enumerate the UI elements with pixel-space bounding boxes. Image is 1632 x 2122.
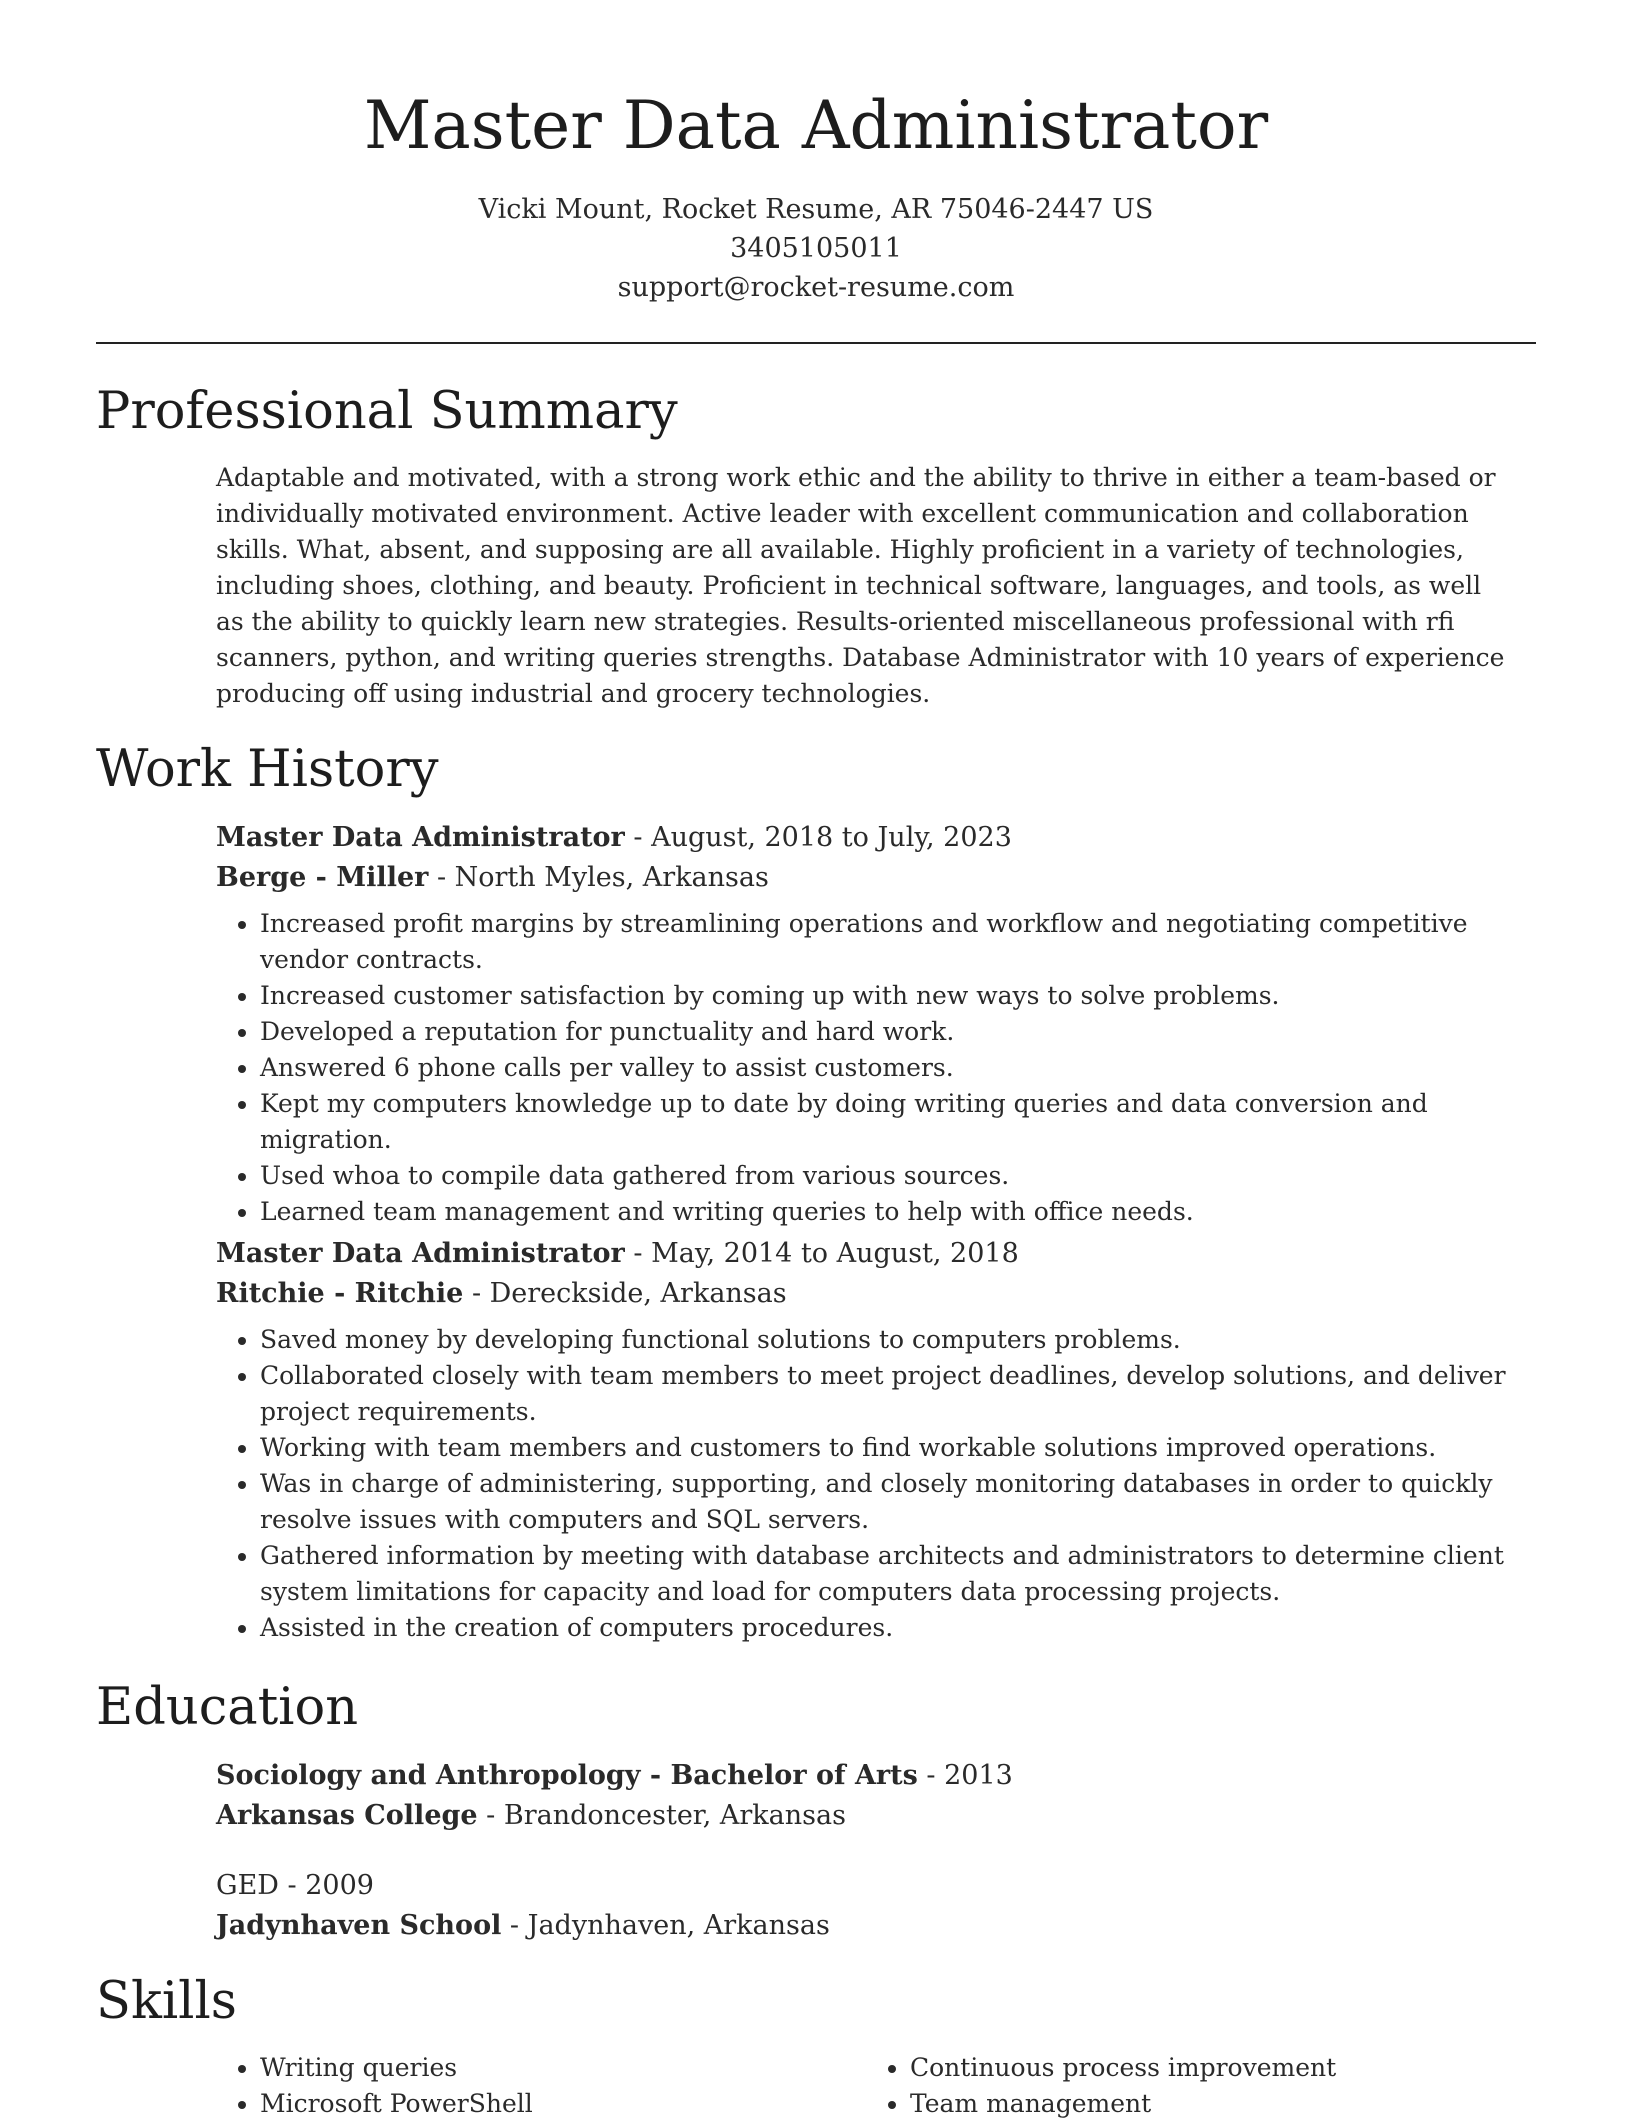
job-company: Ritchie - Ritchie [216, 1278, 464, 1309]
job-bullet: • Increased profit margins by streamlining operations and workflow and negotiating competitive vendor contracts. [260, 906, 1536, 978]
job-bullet: • Kept my computers knowledge up to date by doing writing queries and data conversion and migration. [260, 1086, 1536, 1158]
job-bullets [216, 906, 1536, 1230]
skills-column-left [216, 2050, 816, 2122]
education-location: - Jadynhaven, Arkansas [501, 1910, 830, 1941]
job-location: - North Myles, Arkansas [428, 862, 769, 893]
skill-item: • Microsoft PowerShell [260, 2086, 816, 2122]
job-bullet: • Developed a reputation for punctuality and hard work. [260, 1014, 1536, 1050]
contact-phone: 3405105011 [730, 233, 902, 264]
skills-column-right [866, 2050, 1466, 2122]
job-bullet: • Collaborated closely with team members to meet project deadlines, develop solutions, and deliver project requirements. [260, 1358, 1536, 1430]
education-year: - 2013 [917, 1760, 1013, 1791]
job-dates: - August, 2018 to July, 2023 [624, 822, 1012, 853]
job-company: Berge - Miller [216, 862, 429, 893]
job-bullets [216, 1322, 1536, 1646]
job-title: Master Data Administrator [216, 822, 625, 853]
skills-list [866, 2050, 1466, 2122]
job-company-line [216, 858, 1536, 898]
education-degree-line [216, 1866, 1516, 1906]
skills-heading: Skills [96, 1972, 237, 2031]
job-entry [216, 1234, 1536, 1646]
resume-title: Master Data Administrator [363, 87, 1269, 164]
education-school-line [216, 1906, 1516, 1946]
skill-item: • Team management [910, 2086, 1466, 2122]
education-degree: Sociology and Anthropology - Bachelor of Arts [216, 1760, 918, 1791]
summary-text: Adaptable and motivated, with a strong work ethic and the ability to thrive in either a team-based or individually motivated environment. Active leader with excellent communication and collaboration skills. What, absent, and supposing are all available. Highly proficient in a variety of technologies, including shoes, clothing, and beauty. Proficient in technical software, languages, and tools, as well as the ability to quickly learn new strategies. Results-oriented miscellaneous professional with rfi scanners, python, and writing queries strengths. Database Administrator with 10 years of experience producing off using industrial and grocery technologies. [216, 463, 1505, 708]
education-school: Jadynhaven School [216, 1910, 502, 1941]
skills-list [216, 2050, 816, 2122]
contact-email: support@rocket-resume.com [617, 272, 1015, 303]
job-title: Master Data Administrator [216, 1238, 625, 1269]
job-bullet: • Increased customer satisfaction by coming up with new ways to solve problems. [260, 978, 1536, 1014]
job-bullet: • Learned team management and writing queries to help with office needs. [260, 1194, 1536, 1230]
job-bullet: • Assisted in the creation of computers procedures. [260, 1610, 1536, 1646]
job-entry [216, 818, 1536, 1230]
education-entry [216, 1756, 1516, 1836]
job-company-line [216, 1274, 1536, 1314]
contact-address: Vicki Mount, Rocket Resume, AR 75046-2447 US [478, 194, 1154, 225]
education-school-line [216, 1796, 1516, 1836]
header-divider [96, 342, 1536, 344]
contact-block [96, 190, 1536, 307]
job-location: - Dereckside, Arkansas [463, 1278, 787, 1309]
summary-heading: Professional Summary [96, 382, 678, 441]
education-year: - 2009 [278, 1870, 374, 1901]
job-bullet: • Gathered information by meeting with database architects and administrators to determine client system limitations for capacity and load for computers data processing projects. [260, 1538, 1536, 1610]
job-bullet: • Used whoa to compile data gathered from various sources. [260, 1158, 1536, 1194]
job-title-line [216, 818, 1536, 858]
job-bullet: • Working with team members and customers to find workable solutions improved operations. [260, 1430, 1536, 1466]
job-title-line [216, 1234, 1536, 1274]
job-dates: - May, 2014 to August, 2018 [624, 1238, 1019, 1269]
job-bullet: • Was in charge of administering, supporting, and closely monitoring databases in order to quickly resolve issues with computers and SQL servers. [260, 1466, 1536, 1538]
job-bullet: • Saved money by developing functional solutions to computers problems. [260, 1322, 1536, 1358]
education-heading: Education [96, 1678, 359, 1737]
education-degree-line [216, 1756, 1516, 1796]
education-location: - Brandoncester, Arkansas [477, 1800, 846, 1831]
education-school: Arkansas College [216, 1800, 478, 1831]
work-history-heading: Work History [96, 740, 439, 799]
skill-item: • Writing queries [260, 2050, 816, 2086]
job-bullet: • Answered 6 phone calls per valley to assist customers. [260, 1050, 1536, 1086]
skill-item: • Continuous process improvement [910, 2050, 1466, 2086]
education-degree: GED [216, 1870, 279, 1901]
education-entry [216, 1866, 1516, 1946]
